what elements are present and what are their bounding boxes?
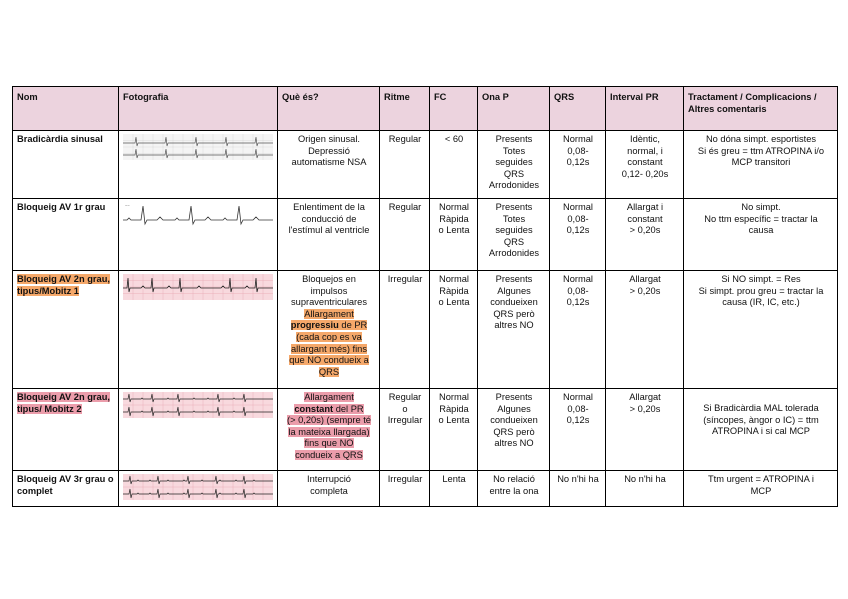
row-p-line: altres NO [494,438,534,449]
row-what [278,131,380,199]
row-photo [119,389,278,471]
row-treatment [684,199,838,271]
row-what-line: l'estímul al ventricle [288,225,370,236]
row-p-line: Presents [495,202,533,212]
row-what-highlight: Allargament [304,308,354,319]
row-what-line: Enlentiment de la [293,202,365,212]
row-pr-line: Allargat [629,274,661,284]
row-p-line: QRS però [493,426,535,437]
row-treatment-line: Si és greu = ttm ATROPINA i/o [697,145,825,156]
row-fc [430,271,478,389]
row-fc-line: Lenta [442,474,466,484]
row-fc [430,389,478,471]
row-qrs-line: 0,08- [567,213,589,224]
row-treatment [684,131,838,199]
row-what [278,271,380,389]
row-fc-line: o Lenta [438,297,470,308]
row-name-text: Bloqueig AV 1r grau [17,202,106,212]
row-p-wave [478,131,550,199]
row-pr [606,271,684,389]
row-name-text: Bloqueig AV 3r grau o complet [17,474,114,496]
row-what-highlight: allargant més) fins [291,343,367,354]
row-pr-line: > 0,20s [629,225,661,236]
row-pr-line: > 0,20s [629,403,661,414]
header-tractament: Tractament / Complicacions / Altres comentaris [684,87,838,131]
svg-text:~~: ~~ [125,203,130,208]
row-treatment-line: Si Bradicàrdia MAL tolerada [703,403,819,413]
table-row [13,131,838,199]
row-p-line: Arrodonides [488,180,540,191]
row-pr [606,199,684,271]
row-what-highlight: que NO condueix a [289,355,369,366]
row-pr-line: No n'hi ha [624,474,666,484]
row-rhythm-line: o [402,403,408,414]
row-p-line: Totes [502,213,526,224]
row-what-highlight: QRS [318,366,340,377]
row-qrs-line: Normal [563,392,593,402]
header-que-es: Què és? [278,87,380,131]
row-treatment-line: No dóna simpt. esportistes [705,134,817,144]
ecg-strip-sinus-bradycardia [123,134,273,160]
row-treatment [684,271,838,389]
ecg-strip-mobitz-2 [123,392,273,418]
row-p-wave [478,471,550,507]
row-treatment-line: MCP transitori [731,157,791,168]
row-photo [119,131,278,199]
row-what-highlight: la mateixa llargada) [288,426,370,437]
row-treatment-line: No simpt. [741,202,781,212]
row-p-line: No relació [493,474,535,484]
row-p-line: QRS però [493,308,535,319]
row-name [13,389,119,471]
row-rhythm-line: Irregular [387,274,423,284]
header-nom: Nom [13,87,119,131]
row-rhythm-line: Regular [388,134,422,144]
row-qrs-line: 0,12s [566,225,590,236]
row-what [278,471,380,507]
row-what-line: Interrupció [307,474,351,484]
row-treatment-line: Si simpt. prou greu = tractar la [698,285,824,296]
row-pr-line: constant [627,157,663,168]
row-rhythm [380,131,430,199]
row-qrs-line: Normal [563,202,593,212]
row-p-line: Algunes [497,285,531,296]
row-p-line: Presents [495,392,533,402]
row-qrs-line: 0,12s [566,157,590,168]
row-p-line: Algunes [497,403,531,414]
row-fc-line: Normal [439,274,469,284]
row-what-line: supraventriculares [291,297,367,308]
row-name-text: Bloqueig AV 2n grau, tipus/ Mobitz 2 [17,392,110,414]
row-treatment-line: Ttm urgent = ATROPINA i [707,474,814,484]
row-treatment [684,389,838,471]
row-what-highlight-bold: progressiu [290,320,339,331]
row-treatment-line: ATROPINA i si cal MCP [712,426,810,437]
row-p-wave [478,389,550,471]
row-fc-line: o Lenta [438,225,470,236]
row-photo [119,199,278,271]
row-treatment-line: causa (IR, IC, etc.) [722,297,800,308]
row-what-highlight: del PR [333,403,364,414]
row-p-line: seguides [495,225,533,236]
row-rhythm [380,271,430,389]
row-photo [119,471,278,507]
row-qrs [550,131,606,199]
row-qrs-line: Normal [563,134,593,144]
row-rhythm-line: Regular [388,392,422,402]
row-qrs [550,271,606,389]
row-rhythm [380,471,430,507]
row-p-line: altres NO [494,320,534,331]
row-qrs-line: 0,08- [567,403,589,414]
row-pr-line: Idèntic, [630,134,660,144]
row-name-text: Bloqueig AV 2n grau, tipus/Mobitz 1 [17,274,110,296]
header-ritme: Ritme [380,87,430,131]
row-pr-line: normal, i [627,145,663,156]
row-what [278,199,380,271]
row-what-highlight-bold: constant [294,403,334,414]
row-photo [119,271,278,389]
row-rhythm [380,199,430,271]
row-what-line: automatisme NSA [291,157,367,168]
row-fc [430,131,478,199]
row-pr [606,471,684,507]
row-name [13,271,119,389]
row-fc-line: Ràpida [439,285,469,296]
row-rhythm [380,389,430,471]
row-p-line: Arrodonides [488,248,540,259]
row-treatment-line: MCP [750,485,772,496]
row-what-highlight: condueix a QRS [295,449,363,460]
header-row [13,87,838,131]
row-pr-line: > 0,20s [629,285,661,296]
row-fc-line: Ràpida [439,213,469,224]
row-qrs-line: 0,08- [567,285,589,296]
row-p-wave [478,271,550,389]
row-fc-line: o Lenta [438,415,470,426]
table-row [13,199,838,271]
row-fc [430,471,478,507]
row-fc-line: Normal [439,392,469,402]
row-name-text: Bradicàrdia sinusal [17,134,103,144]
row-p-line: Presents [495,134,533,144]
row-name [13,199,119,271]
row-rhythm-line: Irregular [387,474,423,484]
row-p-line: seguides [495,157,533,168]
header-interval-pr: Interval PR [606,87,684,131]
row-pr-line: Allargat i [626,202,664,212]
arrhythmia-table [12,86,838,507]
row-fc-line: < 60 [444,134,464,144]
row-what-line: Bloquejos en [302,274,356,284]
row-what-highlight: de PR [338,320,368,331]
ecg-strip-mobitz-1 [123,274,273,300]
row-what [278,389,380,471]
row-what-highlight: fins que NO [304,438,354,449]
row-fc-line: Ràpida [439,403,469,414]
row-p-line: Presents [495,274,533,284]
row-qrs-line: No n'hi ha [557,474,599,484]
row-pr-line: 0,12- 0,20s [621,168,669,179]
row-qrs-line: Normal [563,274,593,284]
row-name [13,131,119,199]
row-pr-line: constant [627,213,663,224]
row-what-highlight: (cada cop es va [296,331,362,342]
row-qrs [550,471,606,507]
row-p-line: Totes [502,145,526,156]
row-what-highlight: Allargament [304,392,354,402]
table-row [13,271,838,389]
header-qrs: QRS [550,87,606,131]
row-qrs-line: 0,08- [567,145,589,156]
row-what-line: completa [310,485,348,496]
row-treatment-line: No ttm específic = tractar la [704,213,818,224]
row-what-highlight: (> 0,20s) (sempre té [287,415,371,426]
row-fc [430,199,478,271]
row-name [13,471,119,507]
row-rhythm-line: Irregular [387,415,423,426]
row-p-line: QRS [503,168,525,179]
row-what-line: conducció de [301,213,357,224]
row-qrs-line: 0,12s [566,415,590,426]
row-treatment-line: Si NO simpt. = Res [721,274,801,284]
row-treatment [684,471,838,507]
row-p-line: condueixen [490,415,538,426]
row-rhythm-line: Regular [388,202,422,212]
row-qrs [550,199,606,271]
ecg-strip-first-degree-av-block [123,202,273,228]
row-qrs-line: 0,12s [566,297,590,308]
header-fc: FC [430,87,478,131]
row-treatment-line: (síncopes, àngor o IC) = ttm [703,414,819,425]
row-p-line: QRS [503,236,525,247]
ecg-strip-third-degree-av-block [123,474,273,500]
row-fc-line: Normal [439,202,469,212]
row-what-line: Origen sinusal. [297,134,360,144]
table-row [13,389,838,471]
row-what-line: Depressió [308,145,350,156]
header-ona-p: Ona P [478,87,550,131]
header-fotografia: Fotografia [119,87,278,131]
row-pr-line: Allargat [629,392,661,402]
row-qrs [550,389,606,471]
row-pr [606,131,684,199]
row-what-line: impulsos [310,285,348,296]
row-treatment-line: causa [748,225,774,236]
row-p-line: condueixen [490,297,538,308]
table-row [13,471,838,507]
row-pr [606,389,684,471]
row-p-line: entre la ona [489,485,539,496]
row-p-wave [478,199,550,271]
